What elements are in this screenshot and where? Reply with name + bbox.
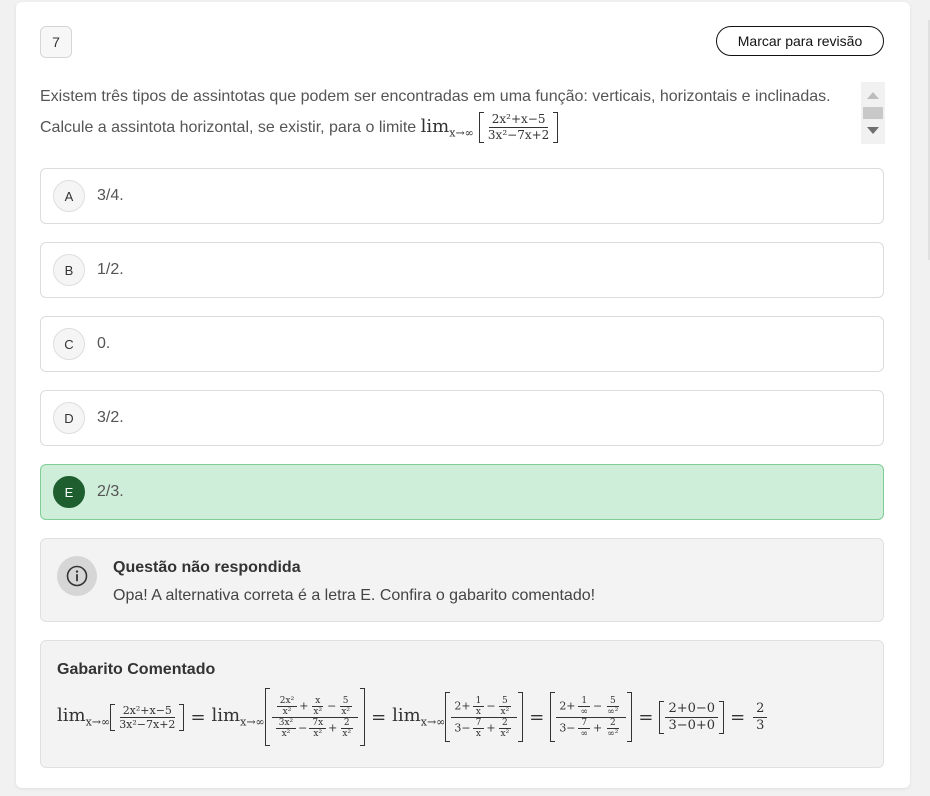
limit-expression: $\lim_{x\to\infty}$ $\frac{\text{2x²+x−5}}{\text{3x²−7x+2}}$ xyxy=(421,117,559,136)
option-text: 3/2. xyxy=(97,409,124,426)
option-e[interactable] xyxy=(40,464,884,520)
feedback-box xyxy=(40,538,884,622)
option-c[interactable] xyxy=(40,316,884,372)
option-b[interactable] xyxy=(40,242,884,298)
scroll-thumb[interactable] xyxy=(863,107,883,119)
info-icon xyxy=(57,556,97,596)
option-text: 1/2. xyxy=(97,261,124,278)
solution-equation: $\lim_{x\to\infty}$ $\frac{\text{2x²+x−5}}{\text{3x²−7x+2}}$ = $\lim_{x\to\infty}$ $\frac{\text{2x²}}{\text{x²}}$ + $\frac{x}{\text{x²}}$ − $\frac{5}{\text{x²}}$ $\frac{\text{3x²}}{\text{x²}}$ − $\frac{7x}{\text{x²}}$ + $\frac{2}{\text{x²}}$ = $\lim_{x\to\infty}$ 2+ $\frac{1}{x}$ − $\frac{5}{\text{x²}}$ 3− $\frac{7}{x}$ + $\frac{2}{\text{x²}}$ = 2+ $\frac{1}{\infty}$ − $\frac{5}{\text{∞²}}$ 3− $\frac{7}{\infty}$ + $\frac{2}{\text{∞²}}$ = $\frac{2+0-0}{3-0+0}$ = $\frac{2}{3}$ xyxy=(57,685,769,749)
feedback-message: Opa! A alternativa correta é a letra E. Confira o gabarito comentado! xyxy=(113,587,596,604)
option-d[interactable] xyxy=(40,390,884,446)
option-letter: C xyxy=(53,328,85,360)
option-a[interactable] xyxy=(40,168,884,224)
scroll-up-arrow-icon[interactable] xyxy=(867,92,879,99)
question-stem xyxy=(40,82,840,149)
option-letter: D xyxy=(53,402,85,434)
option-letter: B xyxy=(53,254,85,286)
commented-answer-title: Gabarito Comentado xyxy=(57,661,216,678)
stem-text: Existem três tipos de assintotas que podem ser encontradas em uma função: verticais, horizontais e inclinadas. Calcule a assintota horizontal, se existir, para o limite xyxy=(40,88,831,136)
question-number: 7 xyxy=(40,26,72,58)
option-letter: E xyxy=(53,476,85,508)
option-text: 0. xyxy=(97,335,111,352)
option-letter: A xyxy=(53,180,85,212)
feedback-title: Questão não respondida xyxy=(113,559,301,576)
stem-scrollbar[interactable] xyxy=(861,82,885,144)
commented-answer-box xyxy=(40,640,884,768)
mark-for-review-button[interactable]: Marcar para revisão xyxy=(716,26,884,56)
question-card xyxy=(16,2,910,788)
option-text: 2/3. xyxy=(97,483,124,500)
scroll-down-arrow-icon[interactable] xyxy=(867,127,879,134)
option-text: 3/4. xyxy=(97,187,124,204)
